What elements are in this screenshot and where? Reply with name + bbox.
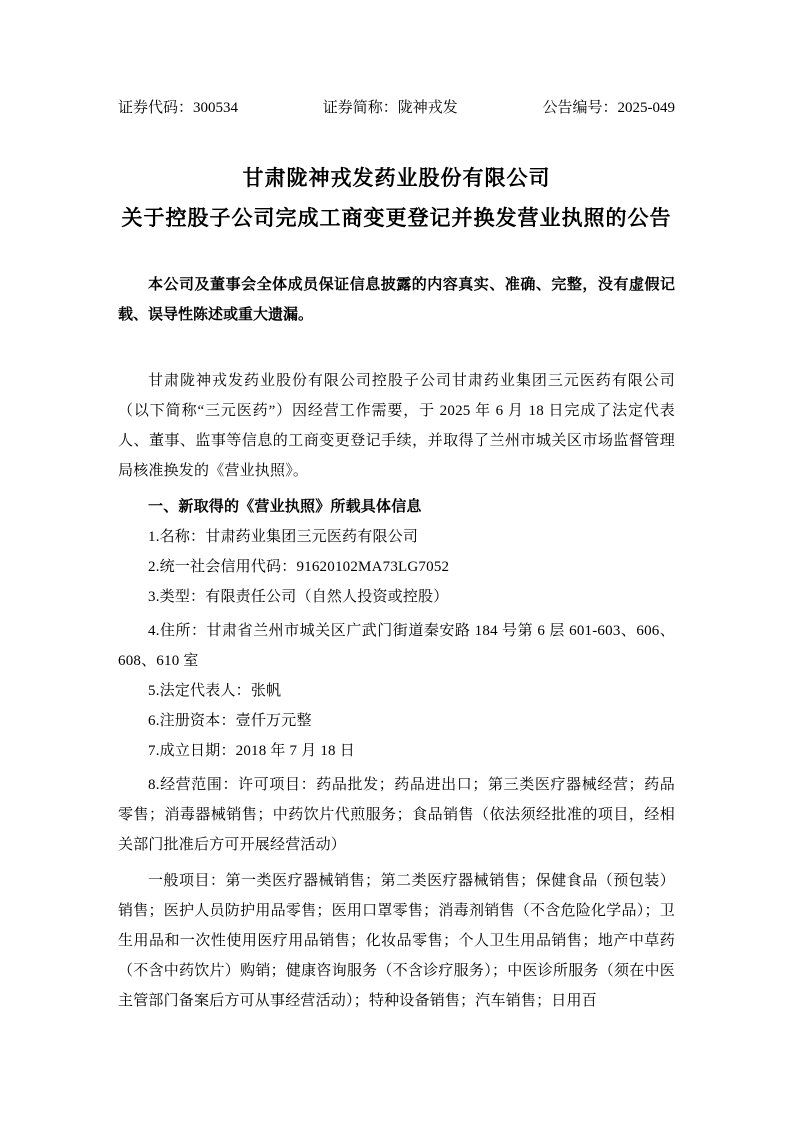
title-announcement-subject: 关于控股子公司完成工商变更登记并换发营业执照的公告 xyxy=(121,206,672,230)
license-item-name: 1.名称：甘肃药业集团三元医药有限公司 xyxy=(148,529,419,545)
license-item-registered-capital: 6.注册资本：壹仟万元整 xyxy=(148,713,312,729)
license-item-establishment-date: 7.成立日期：2018 年 7 月 18 日 xyxy=(148,743,355,759)
license-item-type: 3.类型：有限责任公司（自然人投资或控股） xyxy=(148,589,449,605)
intro-paragraph: 甘肃陇神戎发药业股份有限公司控股子公司甘肃药业集团三元医药有限公司（以下简称“三元医药”）因经营工作需要，于 2025 年 6 月 18 日完成了法定代表人、董事、监事等信息的工商变更登记手续，并取得了兰州市城关区市场监督管理局核准换发的《营业执照》。 xyxy=(118,373,675,479)
document-title xyxy=(118,158,675,238)
stock-abbreviation: 证券简称：陇神戎发 xyxy=(322,100,458,116)
document-header xyxy=(118,98,675,118)
stock-code: 证券代码：300534 xyxy=(118,100,239,116)
page-content xyxy=(118,98,675,1016)
license-item-legal-representative: 5.法定代表人：张帆 xyxy=(148,683,282,699)
title-company-name: 甘肃陇神戎发药业股份有限公司 xyxy=(242,166,551,190)
section-heading: 一、新取得的《营业执照》所载具体信息 xyxy=(148,499,422,515)
license-item-address: 4.住所：甘肃省兰州市城关区广武门街道秦安路 184 号第 6 层 601-603、606、608、610 室 xyxy=(118,623,675,669)
general-projects-paragraph: 一般项目：第一类医疗器械销售；第二类医疗器械销售；保健食品（预包装）销售；医护人员防护用品零售；医用口罩零售；消毒剂销售（不含危险化学品）；卫生用品和一次性使用医疗用品销售；化妆品零售；个人卫生用品销售；地产中草药（不含中药饮片）购销；健康咨询服务（不含诊疗服务）；中医诊所服务（须在中医主管部门备案后方可从事经营活动）；特种设备销售；汽车销售；日用百 xyxy=(118,873,675,1009)
license-item-credit-code: 2.统一社会信用代码：91620102MA73LG7052 xyxy=(148,559,450,575)
license-item-business-scope: 8.经营范围：许可项目：药品批发；药品进出口；第三类医疗器械经营；药品零售；消毒器械销售；中药饮片代煎服务；食品销售（依法须经批准的项目，经相关部门批准后方可开展经营活动） xyxy=(118,777,675,853)
announcement-number: 公告编号：2025-049 xyxy=(542,100,675,116)
disclaimer-paragraph: 本公司及董事会全体成员保证信息披露的内容真实、准确、完整，没有虚假记载、误导性陈述或重大遗漏。 xyxy=(118,277,675,323)
